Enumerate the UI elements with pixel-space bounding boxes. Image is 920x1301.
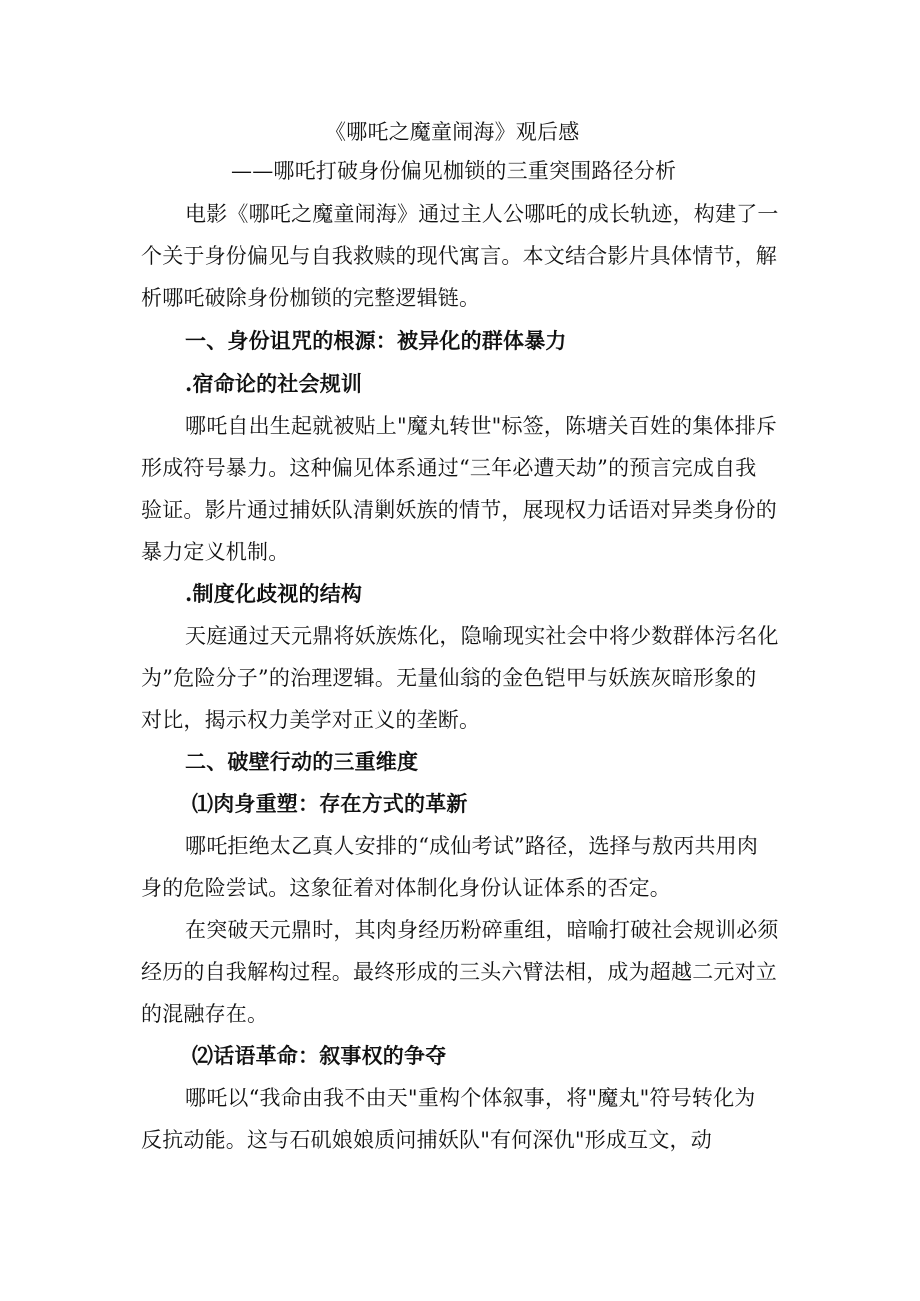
subsection-heading: ⑵话语革命：叙事权的争夺 [192, 1043, 447, 1068]
intro-line: 个关于身份偏见与自我救赎的现代寓言。本文结合影片具体情节，解 [141, 244, 777, 268]
paragraph-line: 天庭通过天元鼎将妖族炼化，隐喻现实社会中将少数群体污名化 [185, 624, 779, 648]
paragraph-line: 的混融存在。 [141, 1002, 269, 1026]
paragraph-line: 为”危险分子”的治理逻辑。无量仙翁的金色铠甲与妖族灰暗形象的 [141, 666, 757, 690]
paragraph-line: 反抗动能。这与石矶娘娘质问捕妖队"有何深仇"形成互文，动 [141, 1128, 712, 1152]
paragraph-line: 哪吒拒绝太乙真人安排的“成仙考试”路径，选择与敖丙共用肉 [185, 834, 759, 858]
paragraph-line: 暴力定义机制。 [141, 540, 290, 564]
section-heading: 二、破壁行动的三重维度 [185, 749, 419, 774]
subsection-heading: ⑴肉身重塑：存在方式的革新 [192, 791, 468, 816]
paragraph-line: 身的危险尝试。这象征着对体制化身份认证体系的否定。 [141, 876, 671, 900]
document-title: 《哪吒之魔童闹海》观后感 [325, 120, 580, 144]
document-subtitle: ——哪吒打破身份偏见枷锁的三重突围路径分析 [231, 159, 677, 183]
paragraph-line: 哪吒自出生起就被贴上"魔丸转世"标签，陈塘关百姓的集体排斥 [185, 414, 778, 438]
section-heading: 一、身份诅咒的根源：被异化的群体暴力 [185, 328, 567, 353]
paragraph-line: 在突破天元鼎时，其肉身经历粉碎重组，暗喻打破社会规训必须 [185, 918, 779, 942]
subsection-heading: .制度化歧视的结构 [185, 581, 363, 606]
paragraph-line: 验证。影片通过捕妖队清剿妖族的情节，展现权力话语对异类身份的 [141, 498, 777, 522]
paragraph-line: 哪吒以“我命由我不由天"重构个体叙事，将"魔丸"符号转化为 [185, 1086, 756, 1110]
paragraph-line: 形成符号暴力。这种偏见体系通过“三年必遭天劫”的预言完成自我 [141, 456, 757, 480]
intro-line: 电影《哪吒之魔童闹海》通过主人公哪吒的成长轨迹，构建了一 [185, 202, 779, 226]
paragraph-line: 经历的自我解构过程。最终形成的三头六臂法相，成为超越二元对立 [141, 960, 777, 984]
intro-line: 析哪吒破除身份枷锁的完整逻辑链。 [141, 286, 481, 310]
paragraph-line: 对比，揭示权力美学对正义的垄断。 [141, 708, 481, 732]
subsection-heading: .宿命论的社会规训 [185, 371, 363, 396]
